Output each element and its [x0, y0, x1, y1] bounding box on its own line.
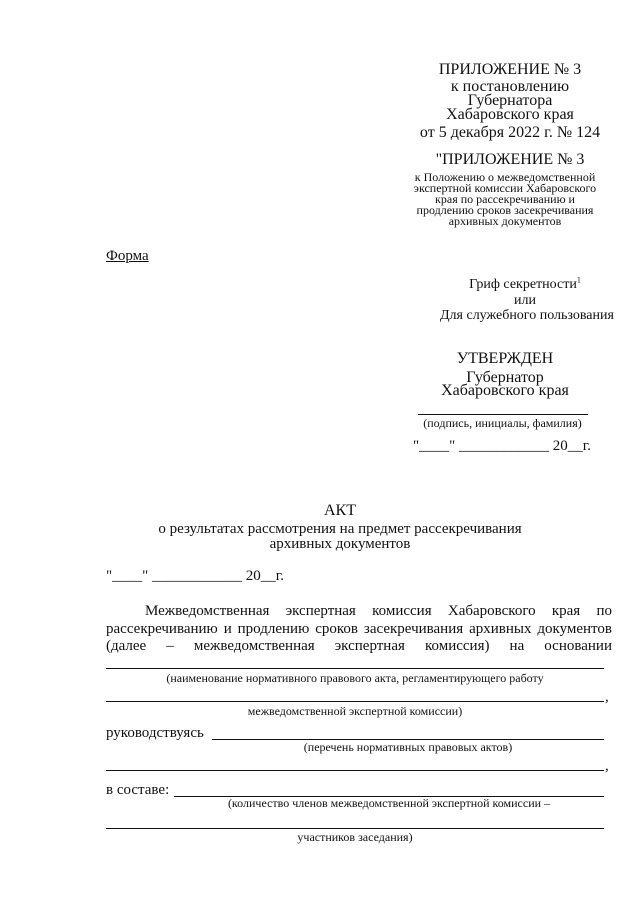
fill-line	[106, 770, 604, 771]
inner-header-line: архивных документов	[448, 214, 562, 228]
guided-by-label: руководствуясь	[106, 725, 204, 741]
inner-header-line: к Положению о межведомственной	[414, 170, 596, 184]
fill-line	[106, 668, 604, 669]
secrecy-line: Гриф секретности	[469, 277, 577, 292]
approved-heading: УТВЕРЖДЕН	[456, 350, 554, 367]
caption-legal-acts: (перечень нормативных правовых актов)	[303, 740, 513, 754]
body-paragraph-line: Межведомственная экспертная комиссия Хабаровского края по	[145, 603, 612, 619]
signature-caption: (подпись, инициалы, фамилия)	[423, 416, 582, 430]
caption-commission: межведомственной экспертной комиссии)	[247, 704, 463, 718]
footnote-mark: 1	[576, 275, 581, 285]
approval-date: "____" ____________ 20__г.	[413, 438, 591, 454]
inner-header-line: экспертной комиссии Хабаровского	[413, 181, 597, 195]
approval-governor: Губернатор	[466, 369, 544, 386]
comma: ,	[605, 758, 609, 774]
comma: ,	[605, 689, 609, 705]
approval-region: Хабаровского края	[441, 382, 569, 399]
appendix-title: ПРИЛОЖЕНИЕ № 3	[438, 61, 582, 78]
caption-normative-act: (наименование нормативного правового акта, регламентирующего работу	[166, 671, 544, 685]
decree-governor: Губернатора	[467, 92, 553, 109]
inner-appendix-title: "ПРИЛОЖЕНИЕ № 3	[435, 151, 585, 168]
act-title: АКТ	[324, 502, 356, 519]
decree-ref: к постановлению	[450, 78, 570, 95]
act-subtitle: архивных документов	[269, 536, 411, 552]
secrecy-or: или	[514, 293, 536, 308]
secrecy-stamp	[440, 275, 610, 292]
body-paragraph-line: (далее – межведомственная экспертная комиссия) на основании	[106, 638, 612, 654]
inner-header-line: края по рассекречиванию и	[435, 192, 575, 206]
secrecy-official-use: Для служебного пользования	[440, 308, 614, 323]
form-label: Форма	[106, 248, 149, 264]
fill-line	[106, 701, 604, 702]
decree-date: от 5 декабря 2022 г. № 124	[419, 124, 601, 141]
composition-label: в составе:	[106, 782, 170, 798]
caption-members: (количество членов межведомственной экспертной комиссии –	[227, 796, 551, 810]
decree-region: Хабаровского края	[446, 106, 574, 123]
body-paragraph-line: рассекречиванию и продлению сроков засекречивания архивных документов	[106, 621, 612, 637]
signature-line	[418, 414, 588, 415]
caption-participants: участников заседания)	[297, 830, 413, 844]
inner-header-line: продлению сроков засекречивания	[416, 203, 594, 217]
act-date: "____" ____________ 20__г.	[106, 568, 284, 584]
fill-line	[106, 828, 604, 829]
act-subtitle: о результатах рассмотрения на предмет рассекречивания	[158, 521, 522, 537]
